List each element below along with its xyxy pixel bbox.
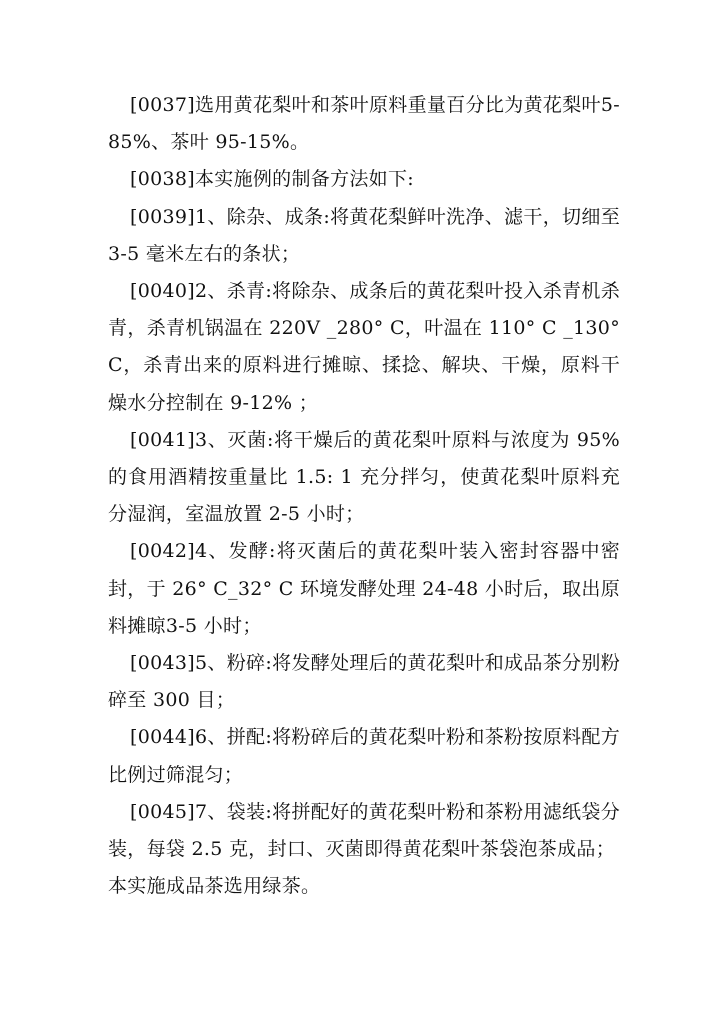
paragraph-0041: [0041]3、灭菌:将干燥后的黄花梨叶原料与浓度为 95%的食用酒精按重量比 1.5: 1 充分拌匀，使黄花梨叶原料充分湿润，室温放置 2-5 小时； xyxy=(108,428,620,526)
paragraph-0043: [0043]5、粉碎:将发酵处理后的黄花梨叶和成品茶分别粉碎至 300 目； xyxy=(108,652,620,712)
paragraph-0040: [0040]2、杀青:将除杂、成条后的黄花梨叶投入杀青机杀青，杀青机锅温在 220V _280° C，叶温在 110° C _130° C，杀青出来的原料进行摊晾、揉捻、解块、干燥，原料干燥水分控制在 9-12% ； xyxy=(108,280,620,414)
paragraph-0037: [0037]选用黄花梨叶和茶叶原料重量百分比为黄花梨叶5-85%、茶叶 95-15%。 xyxy=(108,94,620,154)
paragraph-0045-continuation: 本实施成品茶选用绿茶。 xyxy=(108,875,321,898)
paragraph-0038: [0038]本实施例的制备方法如下: xyxy=(130,168,414,191)
paragraph-0039: [0039]1、除杂、成条:将黄花梨鲜叶洗净、滤干，切细至3-5 毫米左右的条状； xyxy=(108,205,620,265)
document-body xyxy=(108,87,620,905)
paragraph-0042: [0042]4、发酵:将灭菌后的黄花梨叶装入密封容器中密封，于 26° C_32° C 环境发酵处理 24-48 小时后，取出原料摊晾3-5 小时； xyxy=(108,540,620,637)
paragraph-0045: [0045]7、袋装:将拼配好的黄花梨叶粉和茶粉用滤纸袋分装，每袋 2.5 克，封口、灭菌即得黄花梨叶茶袋泡茶成品； xyxy=(108,800,620,861)
paragraph-0044: [0044]6、拼配:将粉碎后的黄花梨叶粉和茶粉按原料配方比例过筛混匀； xyxy=(108,726,620,786)
